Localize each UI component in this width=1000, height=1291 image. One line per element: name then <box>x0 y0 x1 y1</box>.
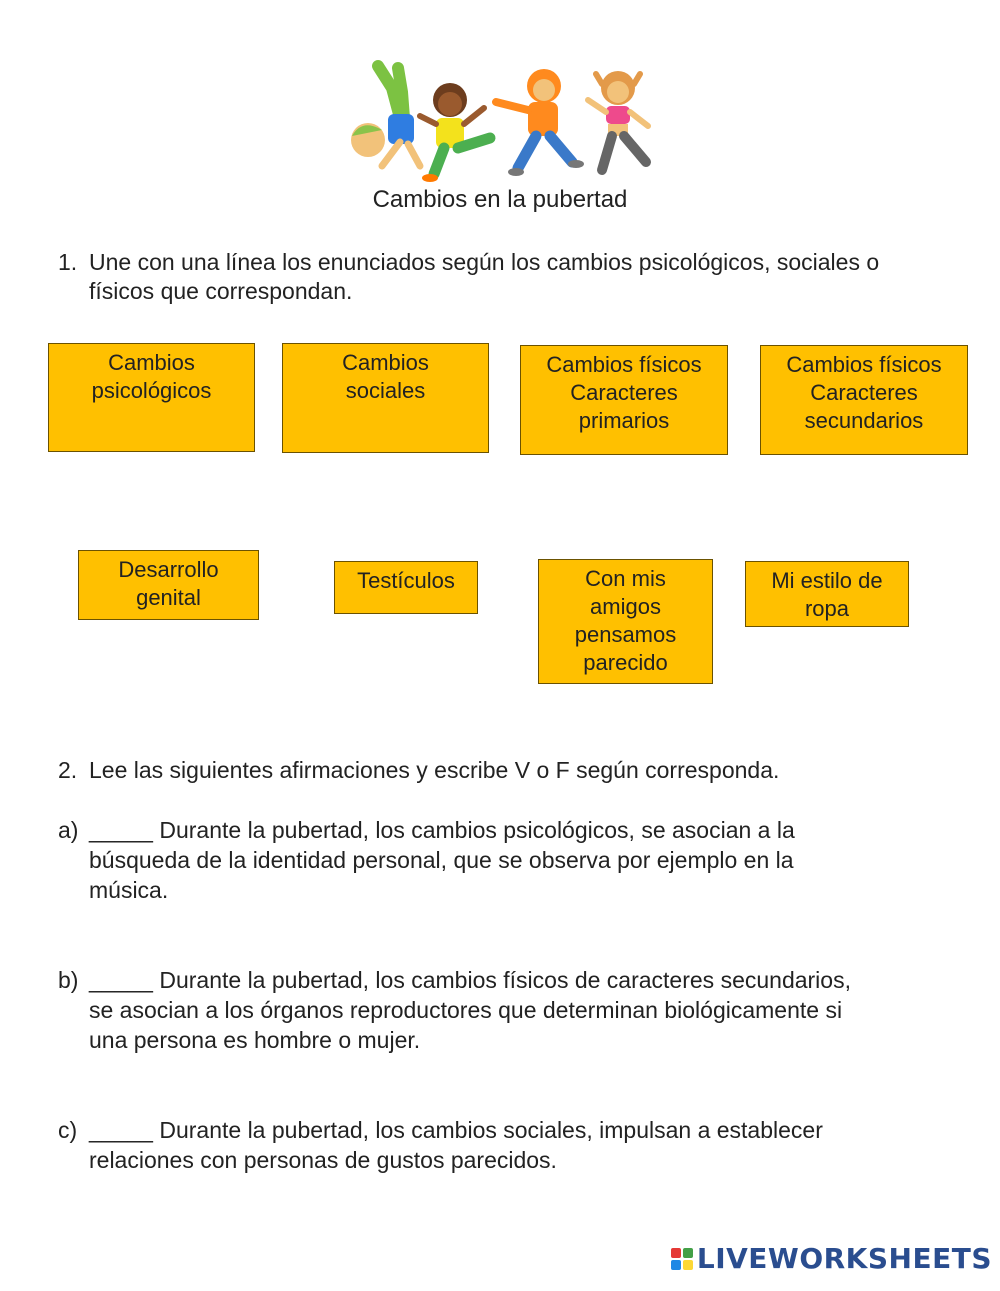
statement-box-line: parecido <box>583 650 668 675</box>
kid-breakdancer-figure <box>351 66 420 166</box>
statement-box-line: Testículos <box>357 568 455 593</box>
question-1-text-line-2: físicos que correspondan. <box>89 278 353 304</box>
statement-box-testicles[interactable] <box>334 561 478 614</box>
worksheet-title: Cambios en la pubertad <box>372 186 628 213</box>
category-box-line: Cambios físicos <box>546 352 702 377</box>
kid-orange-hoodie-figure <box>496 69 584 176</box>
true-false-item-a <box>58 815 958 907</box>
liveworksheets-logo <box>671 1242 992 1275</box>
category-box-psychological[interactable] <box>48 343 255 452</box>
liveworksheets-logo-icon <box>671 1248 693 1270</box>
kid-yellow-shirt-figure <box>420 83 490 182</box>
statement-box-friends-think-alike[interactable] <box>538 559 713 684</box>
item-c-line-2: relaciones con personas de gustos parecidos. <box>89 1147 557 1173</box>
item-a-label: a) <box>58 817 79 843</box>
true-false-item-b <box>58 965 958 1057</box>
item-a-line-2: búsqueda de la identidad personal, que se observa por ejemplo en la <box>89 847 794 873</box>
kid-pink-top-figure <box>588 71 648 170</box>
statement-box-line: amigos <box>590 594 661 619</box>
statement-box-line: pensamos <box>574 622 677 647</box>
category-box-line: secundarios <box>804 408 924 433</box>
category-box-line: Cambios <box>342 350 429 375</box>
category-box-line: Caracteres <box>810 380 918 405</box>
item-a-line-1: _____ Durante la pubertad, los cambios psicológicos, se asocian a la <box>89 817 795 843</box>
statement-box-line: Desarrollo <box>118 557 219 582</box>
item-b-line-3: una persona es hombre o mujer. <box>89 1027 421 1053</box>
category-box-line: sociales <box>345 378 426 403</box>
category-box-physical-secondary[interactable] <box>760 345 968 455</box>
category-box-physical-primary[interactable] <box>520 345 728 455</box>
statement-box-line: ropa <box>804 596 850 621</box>
item-b-line-2: se asocian a los órganos reproductores que determinan biológicamente si <box>89 997 843 1023</box>
logo-square <box>671 1248 681 1258</box>
true-false-item-c <box>58 1115 958 1177</box>
category-box-line: primarios <box>578 408 670 433</box>
category-box-line: Caracteres <box>570 380 678 405</box>
question-2 <box>58 755 958 787</box>
statement-box-line: Mi estilo de <box>771 568 883 593</box>
question-1-text-line-1: Une con una línea los enunciados según los cambios psicológicos, sociales o <box>89 249 880 275</box>
statement-box-line: Con mis <box>585 566 666 591</box>
category-box-line: Cambios físicos <box>786 352 942 377</box>
category-box-line: psicológicos <box>91 378 212 403</box>
dancing-kids-illustration <box>340 58 660 186</box>
statement-box-clothing-style[interactable] <box>745 561 909 627</box>
logo-square <box>671 1260 681 1270</box>
statement-box-line: genital <box>136 585 201 610</box>
question-2-number: 2. <box>58 757 78 783</box>
question-1-number: 1. <box>58 249 78 275</box>
liveworksheets-logo-text: LIVEWORKSHEETS <box>696 1242 992 1275</box>
item-b-line-1: _____ Durante la pubertad, los cambios físicos de caracteres secundarios, <box>89 967 851 993</box>
statement-box-genital-development[interactable] <box>78 550 259 620</box>
question-1 <box>58 247 958 311</box>
item-a-line-3: música. <box>89 877 169 903</box>
item-b-label: b) <box>58 967 79 993</box>
logo-square <box>683 1248 693 1258</box>
item-c-line-1: _____ Durante la pubertad, los cambios sociales, impulsan a establecer <box>89 1117 823 1143</box>
logo-square <box>683 1260 693 1270</box>
item-c-label: c) <box>58 1117 78 1143</box>
category-box-line: Cambios <box>108 350 195 375</box>
question-2-text: Lee las siguientes afirmaciones y escribe V o F según corresponda. <box>89 757 780 783</box>
category-box-social[interactable] <box>282 343 489 453</box>
